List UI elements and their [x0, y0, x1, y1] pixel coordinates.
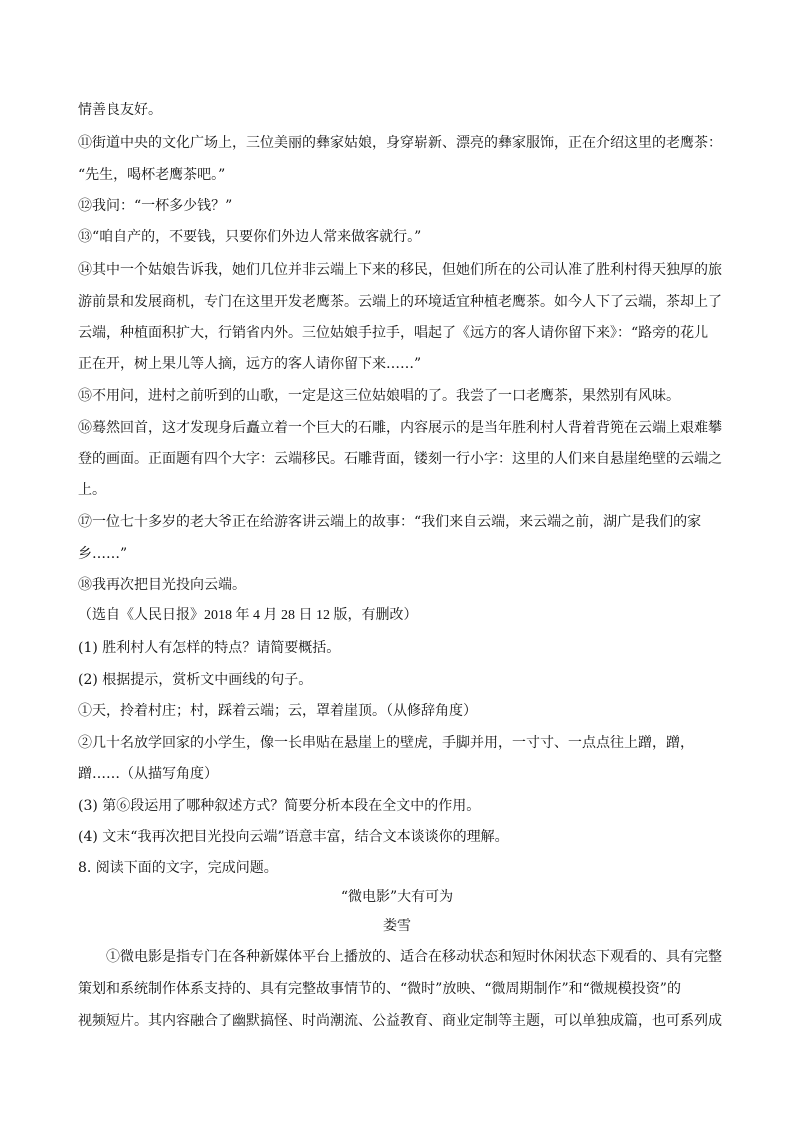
text-line: “先生，喝杯老鹰茶吧。” — [78, 167, 226, 183]
text-line: 登的画面。正面题有四个大字：云端移民。石雕背面，镂刻一行小字：这里的人们来自悬崖绝壁的云端之 — [78, 451, 722, 467]
text-line: 乡……” — [78, 546, 128, 562]
text-line: 情善良友好。 — [78, 102, 162, 118]
body-line: 策划和系统制作体系支持的、具有完整故事情节的、“微时”放映、“微周期制作”和“微规模投资”的 — [78, 981, 681, 997]
question-item: (2) 根据提示，赏析文中画线的句子。 — [78, 672, 313, 688]
section-heading: 8. 阅读下面的文字，完成问题。 — [78, 860, 278, 876]
text-line: ⑱我再次把目光投向云端。 — [78, 577, 246, 593]
text-line: 上。 — [78, 482, 106, 498]
question-item: (4) 文末“我再次把目光投向云端”语意丰富，结合文本谈谈你的理解。 — [78, 829, 509, 845]
text-line: ⑯蓦然回首，这才发现身后矗立着一个巨大的石雕，内容展示的是当年胜利村人背着背篼在云端上艰难攀 — [78, 420, 722, 436]
question-item: (3) 第⑥段运用了哪种叙述方式？简要分析本段在全文中的作用。 — [78, 798, 481, 814]
text-line: ⑫我问：“一杯多少钱？” — [78, 198, 233, 214]
article-author: 娄雪 — [383, 918, 411, 934]
text-line: 游前景和发展商机，专门在这里开发老鹰茶。云端上的环境适宜种植老鹰茶。如今人下了云端，茶却上了 — [78, 294, 722, 310]
text-line: ⑰一位七十多岁的老大爷正在给游客讲云端上的故事：“我们来自云端，来云端之前，湖广是我们的家 — [78, 514, 702, 530]
question-subitem: ②几十名放学回家的小学生，像一长串贴在悬崖上的壁虎，手脚并用，一寸寸、一点点往上蹭，蹭， — [78, 735, 694, 751]
question-subitem: 蹭……（从描写角度） — [78, 766, 218, 782]
question-subitem: ①天，拎着村庄；村，踩着云端；云，罩着崖顶。（从修辞角度） — [78, 703, 477, 719]
text-line: 正在开，树上果儿等人摘，远方的客人请你留下来……” — [78, 356, 422, 372]
question-item: (1) 胜利村人有怎样的特点？请简要概括。 — [78, 640, 341, 656]
body-line: 视频短片。其内容融合了幽默搞怪、时尚潮流、公益教育、商业定制等主题，可以单独成篇，也可系列成 — [78, 1013, 722, 1029]
text-line: ⑬“咱自产的，不要钱，只要你们外边人常来做客就行。” — [78, 229, 422, 245]
source-citation: （选自《人民日报》2018 年 4 月 28 日 12 版，有删改） — [78, 608, 418, 623]
article-title: “微电影”大有可为 — [340, 889, 454, 905]
body-line: ①微电影是指专门在各种新媒体平台上播放的、适合在移动状态和短时休闲状态下观看的、具有完整 — [106, 949, 722, 965]
text-line: ⑪街道中央的文化广场上，三位美丽的彝家姑娘，身穿崭新、漂亮的彝家服饰，正在介绍这里的老鹰茶： — [78, 135, 722, 151]
text-line: ⑭其中一个姑娘告诉我，她们几位并非云端上下来的移民，但她们所在的公司认准了胜利村得天独厚的旅 — [78, 262, 722, 278]
text-line: ⑮不用问，进村之前听到的山歌，一定是这三位姑娘唱的了。我尝了一口老鹰茶，果然别有风味。 — [78, 388, 680, 404]
text-line: 云端，种植面积扩大，行销省内外。三位姑娘手拉手，唱起了《远方的客人请你留下来》：“路旁的花儿 — [78, 325, 709, 341]
